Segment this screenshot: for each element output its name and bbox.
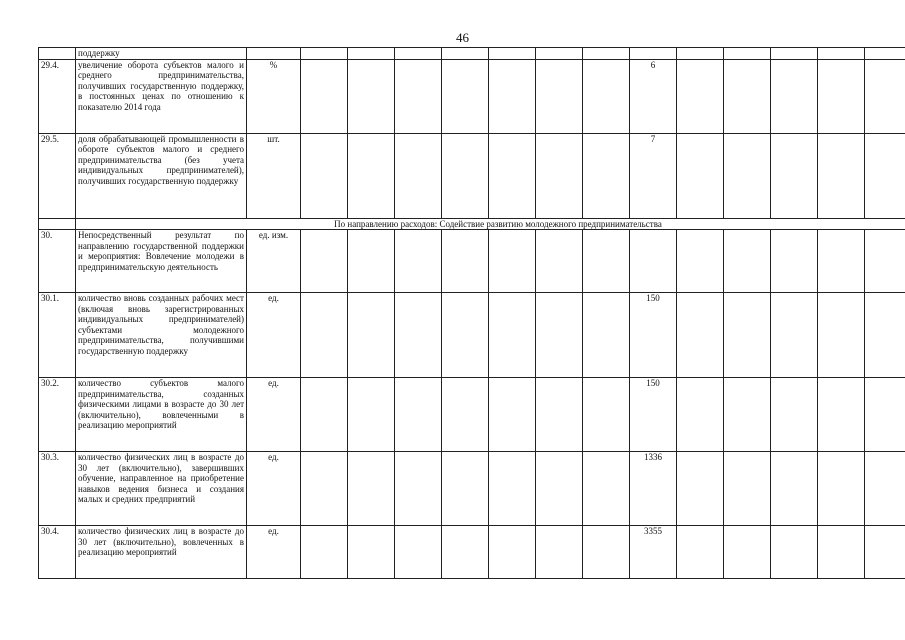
empty-cell: [771, 133, 818, 218]
empty-cell: [818, 293, 865, 378]
empty-cell: [536, 59, 583, 133]
empty-cell: [442, 452, 489, 526]
empty-cell: [348, 452, 395, 526]
empty-cell: [442, 526, 489, 579]
empty-cell: [348, 378, 395, 452]
empty-cell: [301, 133, 348, 218]
empty-cell: [301, 59, 348, 133]
empty-cell: [536, 230, 583, 293]
empty-cell: [301, 230, 348, 293]
row-description: количество вновь созданных рабочих мест (включая вновь зарегистрированных индивидуальных предпринимателей) субъектами молодежного предпринимательства, получившими государственную поддержку: [76, 293, 247, 378]
empty-cell: [489, 293, 536, 378]
empty-cell: [865, 452, 905, 526]
row-value: 150: [630, 378, 677, 452]
section-num-cell: [39, 218, 76, 230]
empty-cell: [583, 452, 630, 526]
row-value: 7: [630, 133, 677, 218]
empty-cell: [818, 48, 865, 60]
empty-cell: [489, 133, 536, 218]
row-number: 30.2.: [39, 378, 76, 452]
empty-cell: [301, 378, 348, 452]
empty-cell: [724, 526, 771, 579]
empty-cell: [583, 293, 630, 378]
empty-cell: [395, 452, 442, 526]
empty-cell: [583, 59, 630, 133]
row-value: 150: [630, 293, 677, 378]
empty-cell: [395, 59, 442, 133]
row-unit: ед.: [247, 293, 301, 378]
row-unit: ед.: [247, 378, 301, 452]
row-description: количество физических лиц в возрасте до 30 лет (включительно), завершивших обучение, направленное на приобретение навыков ведения бизнеса и создания малых и средних предприятий: [76, 452, 247, 526]
empty-cell: [301, 48, 348, 60]
row-number: 29.4.: [39, 59, 76, 133]
empty-cell: [489, 230, 536, 293]
row-number: 30.: [39, 230, 76, 293]
section-header: По направлению расходов: Содействие развитию молодежного предпринимательства: [76, 218, 905, 230]
empty-cell: [536, 133, 583, 218]
empty-cell: [724, 452, 771, 526]
row-unit: ед.: [247, 526, 301, 579]
row-unit: ед.: [247, 452, 301, 526]
empty-cell: [677, 48, 724, 60]
empty-cell: [536, 378, 583, 452]
empty-cell: [583, 378, 630, 452]
empty-cell: [442, 59, 489, 133]
empty-cell: [442, 133, 489, 218]
section-row: [39, 218, 905, 230]
row-description: поддержку: [76, 48, 247, 60]
row-value: [630, 48, 677, 60]
empty-cell: [395, 526, 442, 579]
empty-cell: [348, 48, 395, 60]
empty-cell: [395, 293, 442, 378]
empty-cell: [865, 378, 905, 452]
empty-cell: [301, 526, 348, 579]
empty-cell: [818, 452, 865, 526]
empty-cell: [348, 526, 395, 579]
row-unit: [247, 48, 301, 60]
row-value: [630, 230, 677, 293]
empty-cell: [489, 526, 536, 579]
empty-cell: [583, 48, 630, 60]
row-number: 30.3.: [39, 452, 76, 526]
row-value: 6: [630, 59, 677, 133]
empty-cell: [724, 133, 771, 218]
empty-cell: [865, 59, 905, 133]
empty-cell: [301, 452, 348, 526]
empty-cell: [724, 48, 771, 60]
empty-cell: [536, 293, 583, 378]
empty-cell: [348, 133, 395, 218]
empty-cell: [583, 230, 630, 293]
empty-cell: [771, 48, 818, 60]
row-description: увеличение оборота субъектов малого и среднего предпринимательства, получивших государственную поддержку, в постоянных ценах по отношению к показателю 2014 года: [76, 59, 247, 133]
empty-cell: [301, 293, 348, 378]
empty-cell: [395, 133, 442, 218]
empty-cell: [489, 59, 536, 133]
empty-cell: [583, 133, 630, 218]
empty-cell: [442, 293, 489, 378]
table-row: [39, 526, 905, 579]
empty-cell: [536, 526, 583, 579]
empty-cell: [677, 59, 724, 133]
table-row: [39, 293, 905, 378]
row-value: 1336: [630, 452, 677, 526]
empty-cell: [677, 378, 724, 452]
empty-cell: [536, 48, 583, 60]
empty-cell: [583, 526, 630, 579]
table-row: [39, 133, 905, 218]
table-body-after: [39, 230, 905, 579]
table-row: [39, 452, 905, 526]
row-description: количество субъектов малого предпринимательства, созданных физическими лицами в возрасте до 30 лет (включительно), вовлеченными в реализацию мероприятий: [76, 378, 247, 452]
empty-cell: [442, 378, 489, 452]
empty-cell: [771, 293, 818, 378]
empty-cell: [865, 133, 905, 218]
row-number: 29.5.: [39, 133, 76, 218]
empty-cell: [724, 378, 771, 452]
empty-cell: [818, 133, 865, 218]
row-number: 30.4.: [39, 526, 76, 579]
empty-cell: [677, 452, 724, 526]
empty-cell: [724, 230, 771, 293]
table-row: [39, 378, 905, 452]
empty-cell: [489, 378, 536, 452]
row-unit: ед. изм.: [247, 230, 301, 293]
empty-cell: [536, 452, 583, 526]
empty-cell: [395, 48, 442, 60]
empty-cell: [865, 526, 905, 579]
empty-cell: [677, 526, 724, 579]
empty-cell: [489, 48, 536, 60]
empty-cell: [395, 230, 442, 293]
empty-cell: [677, 230, 724, 293]
empty-cell: [818, 59, 865, 133]
indicator-table: [38, 47, 905, 579]
empty-cell: [818, 526, 865, 579]
row-number: 30.1.: [39, 293, 76, 378]
table-section: [39, 218, 905, 230]
row-number: [39, 48, 76, 60]
empty-cell: [395, 378, 442, 452]
empty-cell: [771, 59, 818, 133]
table-row: [39, 59, 905, 133]
table-row: [39, 230, 905, 293]
row-value: 3355: [630, 526, 677, 579]
empty-cell: [771, 378, 818, 452]
empty-cell: [818, 230, 865, 293]
empty-cell: [771, 230, 818, 293]
row-unit: %: [247, 59, 301, 133]
empty-cell: [865, 48, 905, 60]
empty-cell: [865, 293, 905, 378]
empty-cell: [865, 230, 905, 293]
empty-cell: [442, 48, 489, 60]
empty-cell: [677, 133, 724, 218]
empty-cell: [771, 526, 818, 579]
empty-cell: [818, 378, 865, 452]
row-description: Непосредственный результат по направлению государственной поддержки и мероприятия: Вовлечение молодежи в предпринимательскую деятельность: [76, 230, 247, 293]
empty-cell: [724, 59, 771, 133]
empty-cell: [771, 452, 818, 526]
empty-cell: [489, 452, 536, 526]
page-number: 46: [456, 30, 469, 45]
row-description: доля обрабатывающей промышленности в обороте субъектов малого и среднего предпринимательства (без учета индивидуальных предпринимателей), получивших государственную поддержку: [76, 133, 247, 218]
empty-cell: [348, 230, 395, 293]
table-row: [39, 48, 905, 60]
empty-cell: [348, 293, 395, 378]
empty-cell: [677, 293, 724, 378]
empty-cell: [442, 230, 489, 293]
row-description: количество физических лиц в возрасте до 30 лет (включительно), вовлеченных в реализацию мероприятий: [76, 526, 247, 579]
empty-cell: [724, 293, 771, 378]
table-body-before: [39, 48, 905, 219]
row-unit: шт.: [247, 133, 301, 218]
empty-cell: [348, 59, 395, 133]
